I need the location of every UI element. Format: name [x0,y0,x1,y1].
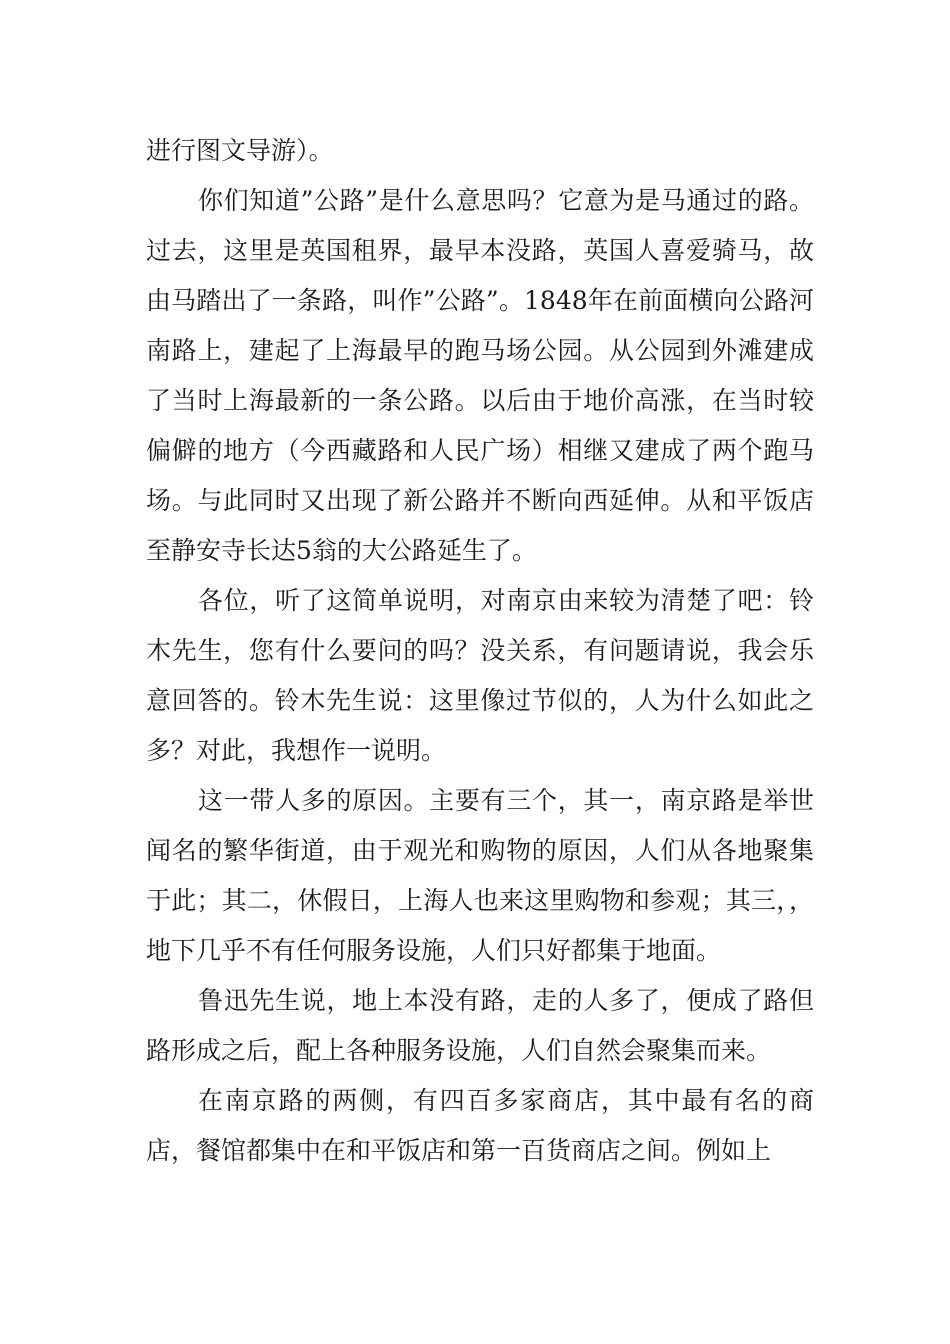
paragraph-question-suzuki: 各位，听了这简单说明，对南京由来较为清楚了吧：铃木先生，您有什么要问的吗？没关系，有问题请说，我会乐意回答的。铃木先生说：这里像过节似的，人为什么如此之多？对此，我想作一说明。 [146,586,814,765]
paragraph-crowd-reasons: 这一带人多的原因。主要有三个，其一，南京路是举世闻名的繁华街道，由于观光和购物的原因，人们从各地聚集于此；其二，休假日，上海人也来这里购物和参观；其三，，地下几乎不有任何服务设施，人们只好都集于地面。 [146,786,814,965]
paragraph-continuation: 进行图文导游）。 [146,136,334,165]
paragraph-luxun-quote: 鲁迅先生说，地上本没有路，走的人多了，便成了路但路形成之后，配上各种服务设施，人们自然会聚集而来。 [146,986,814,1065]
body-text [146,126,814,1176]
paragraph-gonglu-meaning: 你们知道”公路”是什么意思吗？它意为是马通过的路。过去，这里是英国租界，最早本没路，英国人喜爱骑马，故由马踏出了一条路，叫作”公路”。1848年在前面横向公路河南路上，建起了上海最早的跑马场公园。从公园到外滩建成了当时上海最新的一条公路。以后由于地价高涨，在当时较偏僻的地方（今西藏路和人民广场）相继又建成了两个跑马场。与此同时又出现了新公路并不断向西延伸。从和平饭店至静安寺长达5翁的大公路延生了。 [146,186,814,565]
paragraph-shops: 在南京路的两侧，有四百多家商店，其中最有名的商店，餐馆都集中在和平饭店和第一百货商店之间。例如上 [146,1086,814,1165]
